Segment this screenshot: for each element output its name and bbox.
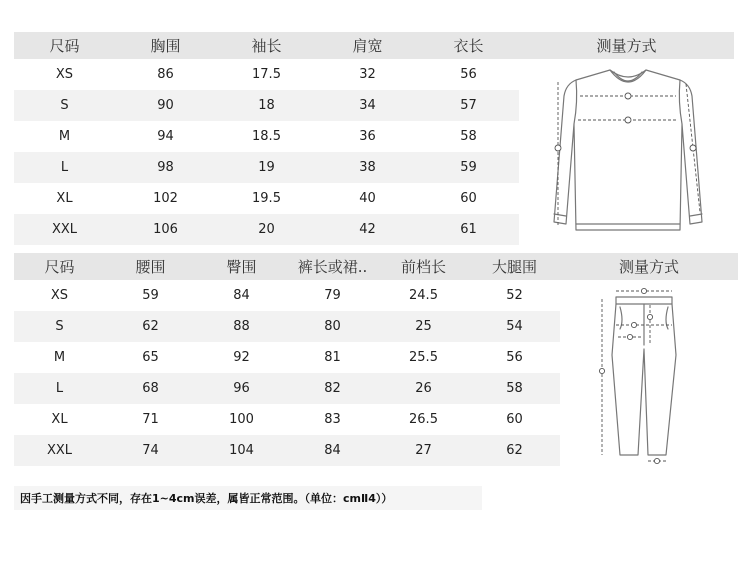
top-size-table	[14, 32, 519, 245]
cell: 38	[317, 152, 418, 183]
bottom-table-header-row	[14, 253, 560, 280]
long-sleeve-shirt-measurement-icon	[540, 62, 715, 240]
table-row	[14, 59, 519, 90]
cell: 26	[378, 373, 469, 404]
cell: M	[53, 350, 66, 365]
header-front-rise: 前档长	[378, 253, 469, 280]
cell: 68	[105, 373, 196, 404]
cell: 18	[216, 90, 317, 121]
cell: M	[58, 129, 71, 144]
cell: 65	[142, 350, 159, 365]
cell: 20	[216, 214, 317, 245]
cell: 25.5	[409, 350, 438, 365]
cell: 96	[196, 373, 287, 404]
header-size: 尺码	[14, 32, 115, 59]
cell: 86	[157, 67, 174, 82]
cell: 34	[317, 90, 418, 121]
cell: 56	[506, 350, 523, 365]
cell: 106	[115, 214, 216, 245]
cell: 24.5	[409, 288, 438, 303]
cell: 58	[469, 373, 560, 404]
cell: 42	[317, 214, 418, 245]
measurement-method-header-top: 测量方式	[519, 32, 734, 59]
cell: XXL	[14, 435, 105, 466]
cell: 26.5	[409, 412, 438, 427]
cell: 88	[196, 311, 287, 342]
table-row	[14, 311, 560, 342]
cell: 79	[324, 288, 341, 303]
table-row	[14, 90, 519, 121]
cell: 104	[196, 435, 287, 466]
cell: 80	[287, 311, 378, 342]
cell: 60	[460, 191, 477, 206]
cell: 54	[469, 311, 560, 342]
cell: 71	[142, 412, 159, 427]
table-row	[14, 183, 519, 214]
cell: 58	[460, 129, 477, 144]
cell: 32	[359, 67, 376, 82]
cell: 59	[142, 288, 159, 303]
top-table-header-row	[14, 32, 519, 59]
cell: 56	[460, 67, 477, 82]
cell: XS	[55, 67, 74, 82]
header-chest: 胸围	[115, 32, 216, 59]
header-thigh: 大腿围	[469, 253, 560, 280]
cell: L	[14, 373, 105, 404]
cell: 25	[378, 311, 469, 342]
cell: 84	[287, 435, 378, 466]
cell: 18.5	[252, 129, 281, 144]
pants-measurement-icon	[590, 285, 695, 467]
cell: 57	[418, 90, 519, 121]
cell: XL	[51, 412, 68, 427]
cell: 62	[469, 435, 560, 466]
header-shoulder: 肩宽	[317, 32, 418, 59]
cell: 84	[233, 288, 250, 303]
cell: 90	[115, 90, 216, 121]
cell: 27	[378, 435, 469, 466]
header-size: 尺码	[14, 253, 105, 280]
table-row	[14, 121, 519, 152]
header-pants-length: 裤长或裙..	[287, 253, 378, 280]
table-row	[14, 280, 560, 311]
header-hip: 臀围	[196, 253, 287, 280]
cell: S	[14, 311, 105, 342]
cell: 74	[105, 435, 196, 466]
cell: 17.5	[252, 67, 281, 82]
cell: 62	[105, 311, 196, 342]
cell: 19.5	[252, 191, 281, 206]
cell: L	[14, 152, 115, 183]
header-waist: 腰围	[105, 253, 196, 280]
cell: 36	[359, 129, 376, 144]
cell: 59	[418, 152, 519, 183]
cell: 83	[324, 412, 341, 427]
table-row	[14, 214, 519, 245]
cell: S	[14, 90, 115, 121]
header-sleeve: 袖长	[216, 32, 317, 59]
cell: 40	[359, 191, 376, 206]
cell: 98	[115, 152, 216, 183]
cell: XS	[50, 288, 69, 303]
cell: 102	[153, 191, 178, 206]
measurement-note: 因手工测量方式不同，存在1~4cm误差，属皆正常范围。（单位：cmⅡ4））	[14, 486, 482, 510]
table-row	[14, 435, 560, 466]
cell: 60	[506, 412, 523, 427]
header-length: 衣长	[418, 32, 519, 59]
cell: XL	[56, 191, 73, 206]
cell: 61	[418, 214, 519, 245]
cell: 82	[287, 373, 378, 404]
cell: 92	[233, 350, 250, 365]
cell: 81	[324, 350, 341, 365]
table-row	[14, 342, 560, 373]
measurement-method-header-bottom: 测量方式	[560, 253, 738, 280]
cell: 19	[216, 152, 317, 183]
cell: 94	[157, 129, 174, 144]
table-row	[14, 373, 560, 404]
cell: XXL	[14, 214, 115, 245]
table-row	[14, 404, 560, 435]
table-row	[14, 152, 519, 183]
cell: 100	[229, 412, 254, 427]
cell: 52	[506, 288, 523, 303]
bottom-size-table	[14, 253, 560, 466]
